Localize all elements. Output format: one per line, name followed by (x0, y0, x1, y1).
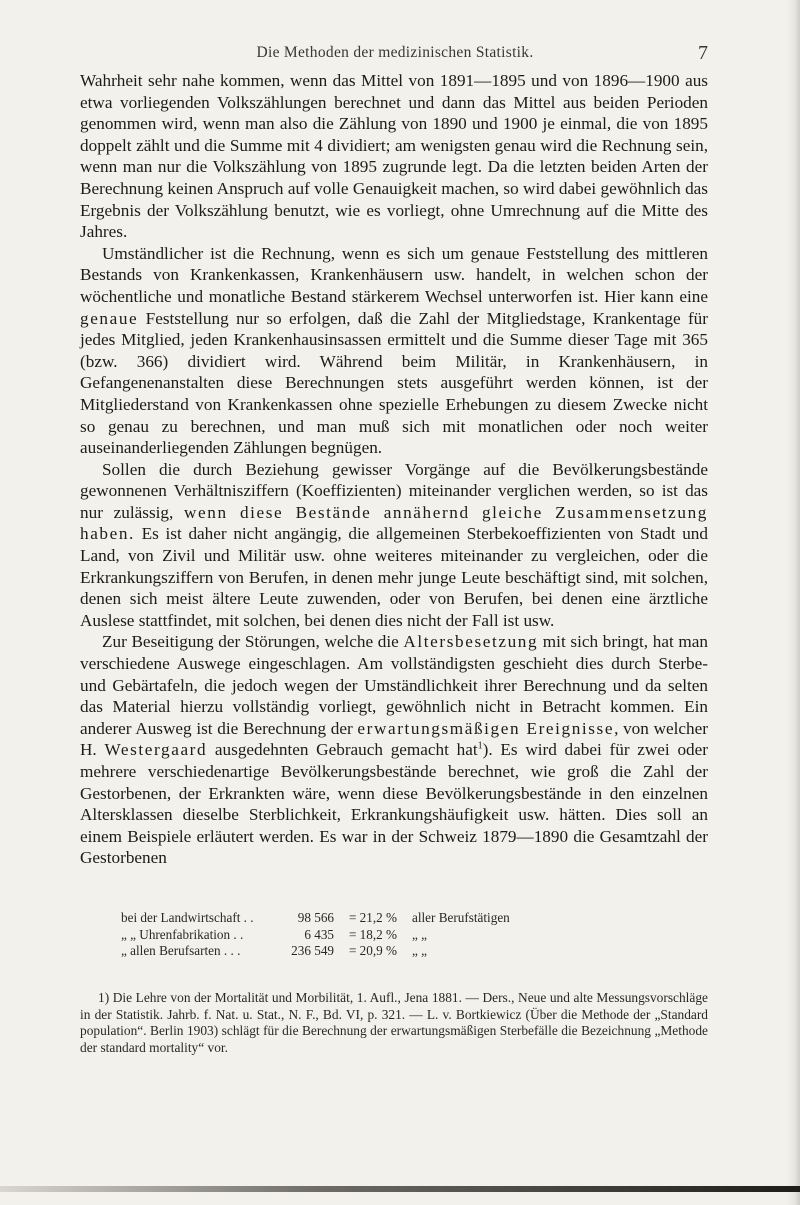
row-percent: = 18,2 % (348, 926, 398, 942)
table-row (121, 927, 681, 944)
page-number: 7 (698, 42, 708, 64)
row-count: 98 566 (297, 910, 334, 925)
row-label: „ „ Uhrenfabrikation . . (121, 926, 244, 942)
main-text (80, 70, 708, 869)
footnote-text: 1) Die Lehre von der Mortalität und Morbilität, 1. Aufl., Jena 1881. — Ders., Neue und alte Messungsvorschläge in der Statistik. Jahrb. f. Nat. u. Stat., N. F., Bd. VI, p. 321. — L. v. Bortkiewicz (Über die Methode der „Standard population“. Berlin 1903) schlägt für die Berechnung der erwartungsmäßigen Sterbefälle die Bezeichnung „Methode der standard mortality“ vor. (80, 990, 708, 1055)
emphasized-text: wenn diese Bestände annähernd gleiche Zusammensetzung haben. (80, 502, 708, 544)
table-row (121, 943, 681, 960)
text-run: ). Es wird dabei für zwei oder mehrere verschiedenartige Bevölkerungsbestände berechnet, wie groß die Zahl der Gestorbenen, der Erkrankten wäre, wenn diese Bevölkerungsbestände in den einzelnen Altersklassen dieselbe Sterblichkeit, Erkrankungshäufigkeit usw. hätten. Dies soll an einem Beispiele erläutert werden. Es war in der Schweiz 1879—1890 die Gesamtzahl der Gestorbenen (80, 740, 708, 868)
row-note: „ „ (412, 943, 428, 958)
emphasized-text: erwartungsmäßigen Ereignisse (357, 718, 615, 738)
paragraph (80, 631, 708, 869)
footnote-ref: 1 (477, 740, 483, 752)
row-count: 236 549 (291, 943, 334, 958)
paragraph (80, 243, 708, 459)
text-run: ausgedehnten Gebrauch gemacht hat (207, 740, 478, 760)
running-title: Die Methoden der medizinischen Statistik. (256, 44, 534, 61)
page-edge-shadow (786, 0, 800, 1205)
row-label: „ allen Berufsarten . . . (121, 943, 241, 958)
mortality-table (121, 910, 681, 960)
row-percent: = 21,2 % (348, 910, 398, 925)
text-run: , von welcher H. (80, 718, 708, 760)
paragraph (80, 70, 708, 243)
table-row (121, 910, 681, 927)
text-run: Umständlicher ist die Rechnung, wenn es sich um genaue Feststellung des mittleren Bestands von Krankenkassen, Krankenhäusern usw. handelt, in welchen schon der wöchentliche und monatliche Bestand stärkerem Wechsel unterworfen ist. Hier kann eine (80, 243, 708, 306)
emphasized-text: Westergaard (104, 740, 208, 760)
row-count: 6 435 (304, 926, 334, 942)
row-note: aller Berufstätigen (412, 910, 510, 925)
footnote (80, 990, 708, 1056)
text-run: mit sich bringt, hat man verschiedene Auswege eingeschlagen. Am vollständigsten geschieht dies durch Sterbe- und Gebärtafeln, die jedoch wegen der Umständlichkeit ihrer Berechnung und da selten das Material hierzu vollständig vorliegt, gewöhnlich nicht in Betracht kommen. Ein anderer Ausweg ist die Berechnung der (80, 632, 708, 738)
text-run: Sollen die durch Beziehung gewisser Vorgänge auf die Bevölkerungsbestände gewonnenen Verhältnisziffern (Koeffizienten) miteinander verglichen werden, so ist das nur zulässig, (80, 459, 708, 522)
text-run: Feststellung nur so erfolgen, daß die Zahl der Mitgliedstage, Krankentage für jedes Mitglied, jeden Krankenhausinsassen ermittelt und die Summe dieser Tage mit 365 (bzw. 366) dividiert wird. Während beim Militär, in Krankenhäusern, in Gefangenenanstalten diese Berechnungen stets ausgeführt werden können, ist der Mitgliederstand von Krankenkassen ohne spezielle Erhebungen zu diesem Zwecke nicht so genau zu berechnen, und man muß sich mit monatlichen oder noch weiter auseinanderliegenden Zählungen begnügen. (80, 308, 708, 458)
text-run: Es ist daher nicht angängig, die allgemeinen Sterbekoeffizienten von Stadt und Land, von Zivil und Militär usw. ohne weiteres miteinander zu vergleichen, oder die Erkrankungsziffern von Berufen, in denen mehr junge Leute beschäftigt sind, mit solchen, denen sich meist ältere Leute zuwenden, oder von Berufen, bei denen eine ärztliche Auslese stattfindet, mit solchen, bei denen dies nicht der Fall ist usw. (80, 524, 708, 630)
row-label: bei der Landwirtschaft . . (121, 910, 254, 925)
row-percent: = 20,9 % (348, 943, 398, 958)
page-bottom-edge (0, 1186, 800, 1192)
paragraph (80, 459, 708, 632)
text-run: Wahrheit sehr nahe kommen, wenn das Mittel von 1891—1895 und von 1896—1900 aus etwa vorliegenden Volkszählungen berechnet und dann das Mittel aus beiden Perioden genommen wird, wenn man also die Zählung von 1890 und 1900 je einmal, die von 1895 doppelt zählt und die Summe mit 4 dividiert; am wenigsten genau wird die Rechnung sein, wenn man nur die Volkszählung von 1895 zugrunde legt. Da die letzten beiden Arten der Berechnung keinen Anspruch auf volle Genauigkeit machen, so wird dabei gewöhnlich das Ergebnis der Volkszählung benutzt, wie es vorliegt, ohne Umrechnung auf die Mitte des Jahres. (80, 71, 708, 242)
text-run: Zur Beseitigung der Störungen, welche die (102, 632, 404, 652)
row-note: „ „ (412, 926, 428, 942)
emphasized-text: Altersbesetzung (403, 632, 539, 652)
emphasized-text: genaue (80, 308, 139, 328)
